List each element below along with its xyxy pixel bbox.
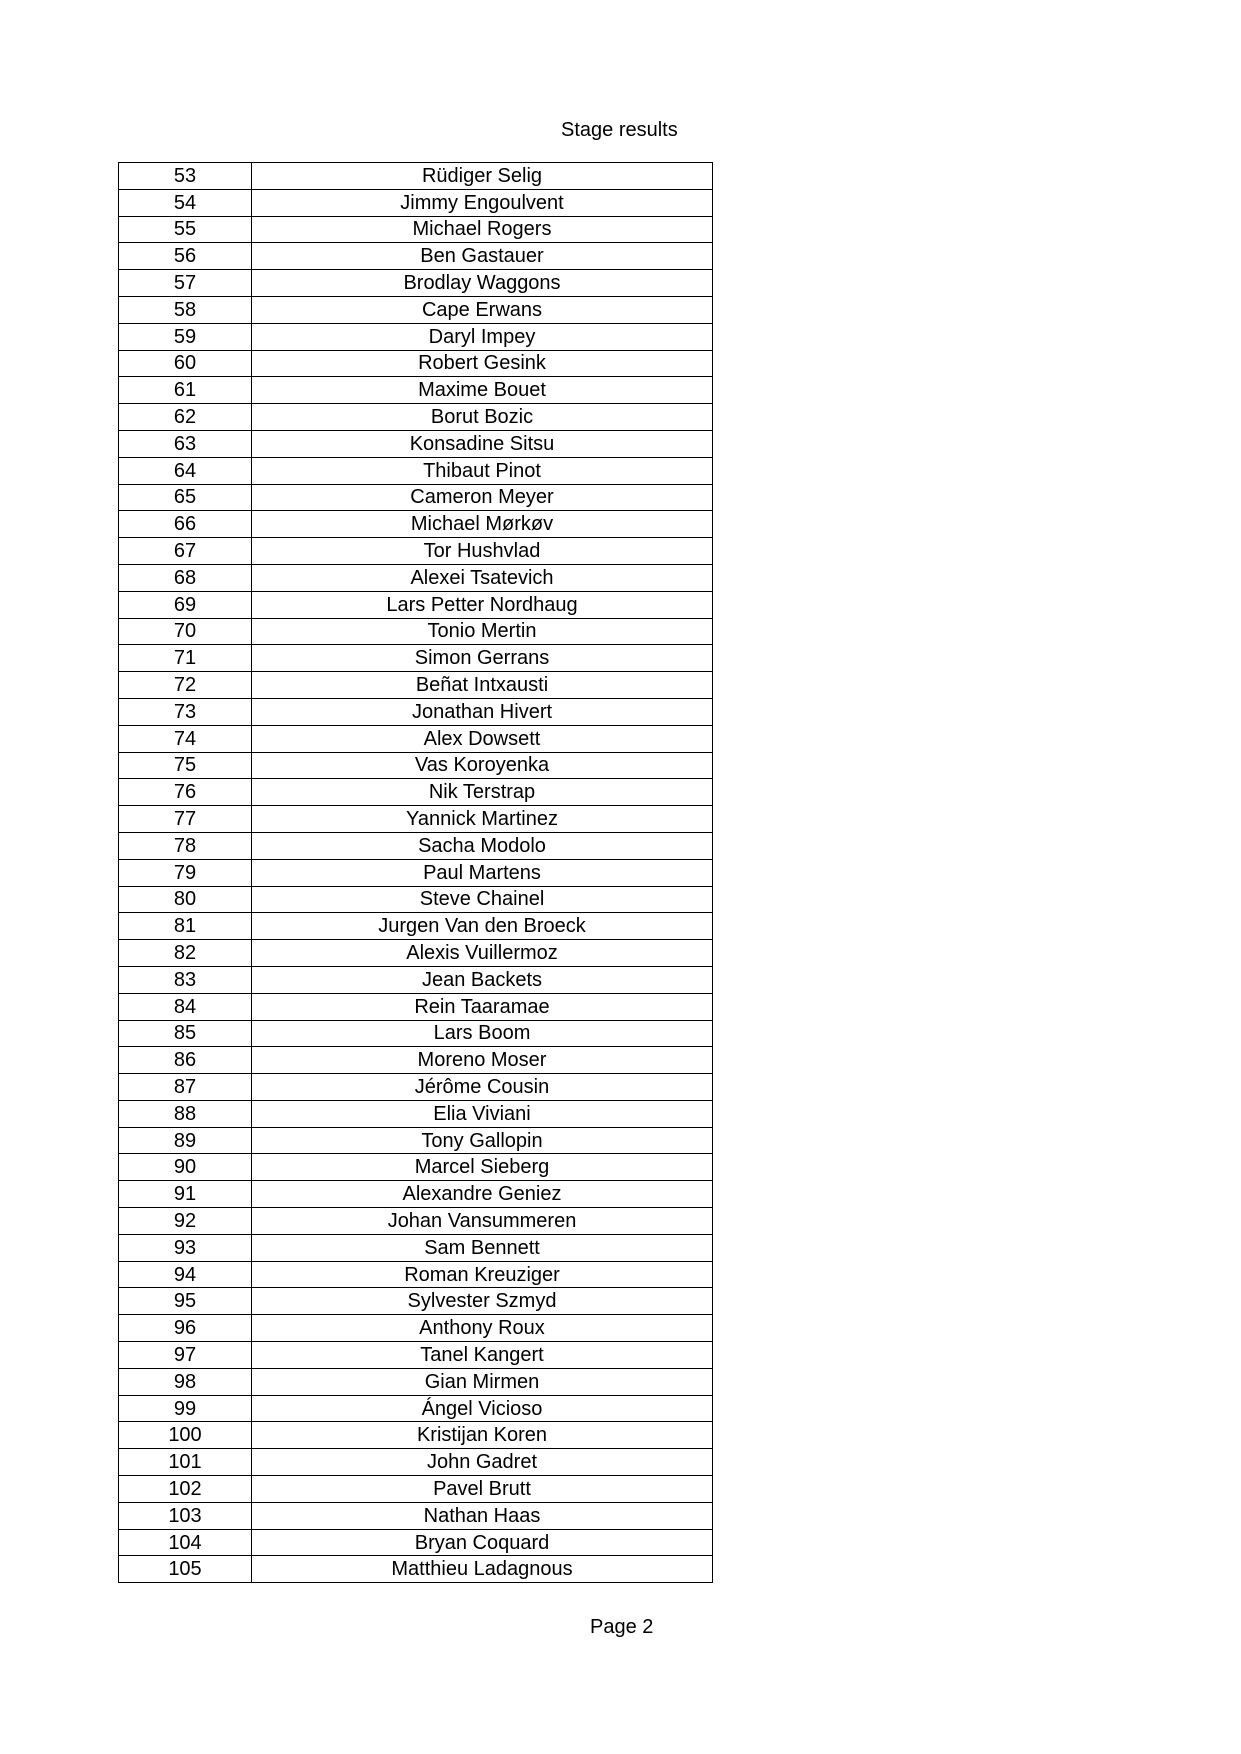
rider-name-cell: John Gadret	[252, 1449, 713, 1476]
rider-name-cell: Kristijan Koren	[252, 1422, 713, 1449]
rider-name-cell: Rüdiger Selig	[252, 163, 713, 190]
rider-name-cell: Elia Viviani	[252, 1100, 713, 1127]
rank-cell: 55	[119, 216, 252, 243]
table-row	[119, 457, 713, 484]
rank-cell: 68	[119, 564, 252, 591]
rank-cell: 101	[119, 1449, 252, 1476]
rank-cell: 85	[119, 1020, 252, 1047]
rider-name-cell: Sam Bennett	[252, 1234, 713, 1261]
rank-cell: 91	[119, 1181, 252, 1208]
rank-cell: 60	[119, 350, 252, 377]
rank-cell: 58	[119, 296, 252, 323]
rider-name-cell: Robert Gesink	[252, 350, 713, 377]
rider-name-cell: Sacha Modolo	[252, 832, 713, 859]
table-row	[119, 1556, 713, 1583]
rank-cell: 90	[119, 1154, 252, 1181]
table-row	[119, 1395, 713, 1422]
rider-name-cell: Brodlay Waggons	[252, 270, 713, 297]
rank-cell: 67	[119, 538, 252, 565]
rank-cell: 105	[119, 1556, 252, 1583]
table-row	[119, 993, 713, 1020]
table-row	[119, 645, 713, 672]
rider-name-cell: Daryl Impey	[252, 323, 713, 350]
table-row	[119, 1154, 713, 1181]
rider-name-cell: Alexis Vuillermoz	[252, 940, 713, 967]
table-row	[119, 538, 713, 565]
rider-name-cell: Michael Mørkøv	[252, 511, 713, 538]
rank-cell: 54	[119, 189, 252, 216]
rider-name-cell: Beñat Intxausti	[252, 672, 713, 699]
table-row	[119, 1047, 713, 1074]
rider-name-cell: Nathan Haas	[252, 1502, 713, 1529]
rider-name-cell: Simon Gerrans	[252, 645, 713, 672]
table-row	[119, 1288, 713, 1315]
table-row	[119, 1529, 713, 1556]
table-row	[119, 404, 713, 431]
table-row	[119, 752, 713, 779]
results-table	[118, 162, 713, 1583]
table-row	[119, 779, 713, 806]
table-row	[119, 698, 713, 725]
rank-cell: 92	[119, 1208, 252, 1235]
rank-cell: 96	[119, 1315, 252, 1342]
rank-cell: 64	[119, 457, 252, 484]
rider-name-cell: Bryan Coquard	[252, 1529, 713, 1556]
rider-name-cell: Vas Koroyenka	[252, 752, 713, 779]
rider-name-cell: Maxime Bouet	[252, 377, 713, 404]
rider-name-cell: Pavel Brutt	[252, 1476, 713, 1503]
rank-cell: 76	[119, 779, 252, 806]
rank-cell: 61	[119, 377, 252, 404]
rank-cell: 65	[119, 484, 252, 511]
table-row	[119, 1100, 713, 1127]
rider-name-cell: Thibaut Pinot	[252, 457, 713, 484]
rank-cell: 63	[119, 430, 252, 457]
rider-name-cell: Tanel Kangert	[252, 1342, 713, 1369]
rider-name-cell: Konsadine Sitsu	[252, 430, 713, 457]
table-row	[119, 1020, 713, 1047]
rider-name-cell: Lars Petter Nordhaug	[252, 591, 713, 618]
table-row	[119, 591, 713, 618]
results-table-body	[119, 163, 713, 1583]
rider-name-cell: Tony Gallopin	[252, 1127, 713, 1154]
table-row	[119, 430, 713, 457]
rank-cell: 100	[119, 1422, 252, 1449]
rider-name-cell: Jurgen Van den Broeck	[252, 913, 713, 940]
rank-cell: 86	[119, 1047, 252, 1074]
table-row	[119, 323, 713, 350]
rank-cell: 53	[119, 163, 252, 190]
rider-name-cell: Jérôme Cousin	[252, 1074, 713, 1101]
rank-cell: 103	[119, 1502, 252, 1529]
rider-name-cell: Johan Vansummeren	[252, 1208, 713, 1235]
rank-cell: 87	[119, 1074, 252, 1101]
rank-cell: 89	[119, 1127, 252, 1154]
table-row	[119, 564, 713, 591]
table-row	[119, 1074, 713, 1101]
rider-name-cell: Lars Boom	[252, 1020, 713, 1047]
table-row	[119, 1449, 713, 1476]
table-row	[119, 189, 713, 216]
rider-name-cell: Yannick Martinez	[252, 806, 713, 833]
rank-cell: 95	[119, 1288, 252, 1315]
rank-cell: 93	[119, 1234, 252, 1261]
rider-name-cell: Jonathan Hivert	[252, 698, 713, 725]
rank-cell: 104	[119, 1529, 252, 1556]
table-row	[119, 859, 713, 886]
rider-name-cell: Matthieu Ladagnous	[252, 1556, 713, 1583]
table-row	[119, 1127, 713, 1154]
rider-name-cell: Cameron Meyer	[252, 484, 713, 511]
rider-name-cell: Paul Martens	[252, 859, 713, 886]
table-row	[119, 163, 713, 190]
table-row	[119, 672, 713, 699]
rank-cell: 81	[119, 913, 252, 940]
rider-name-cell: Nik Terstrap	[252, 779, 713, 806]
page-number: Page 2	[590, 1616, 654, 1638]
table-row	[119, 1422, 713, 1449]
table-row	[119, 243, 713, 270]
rider-name-cell: Gian Mirmen	[252, 1368, 713, 1395]
rider-name-cell: Jimmy Engoulvent	[252, 189, 713, 216]
table-row	[119, 216, 713, 243]
rank-cell: 72	[119, 672, 252, 699]
table-row	[119, 1368, 713, 1395]
rank-cell: 80	[119, 886, 252, 913]
table-row	[119, 1208, 713, 1235]
rider-name-cell: Rein Taaramae	[252, 993, 713, 1020]
rider-name-cell: Ben Gastauer	[252, 243, 713, 270]
table-row	[119, 913, 713, 940]
rank-cell: 69	[119, 591, 252, 618]
table-row	[119, 806, 713, 833]
rank-cell: 99	[119, 1395, 252, 1422]
table-row	[119, 725, 713, 752]
table-row	[119, 886, 713, 913]
rank-cell: 98	[119, 1368, 252, 1395]
rank-cell: 66	[119, 511, 252, 538]
table-row	[119, 1502, 713, 1529]
rider-name-cell: Marcel Sieberg	[252, 1154, 713, 1181]
rider-name-cell: Sylvester Szmyd	[252, 1288, 713, 1315]
rank-cell: 73	[119, 698, 252, 725]
rank-cell: 62	[119, 404, 252, 431]
table-row	[119, 270, 713, 297]
rider-name-cell: Alex Dowsett	[252, 725, 713, 752]
rank-cell: 88	[119, 1100, 252, 1127]
rank-cell: 77	[119, 806, 252, 833]
table-row	[119, 1234, 713, 1261]
table-row	[119, 832, 713, 859]
rider-name-cell: Steve Chainel	[252, 886, 713, 913]
rank-cell: 102	[119, 1476, 252, 1503]
table-row	[119, 1476, 713, 1503]
table-row	[119, 377, 713, 404]
rank-cell: 57	[119, 270, 252, 297]
rider-name-cell: Alexei Tsatevich	[252, 564, 713, 591]
rank-cell: 94	[119, 1261, 252, 1288]
rider-name-cell: Cape Erwans	[252, 296, 713, 323]
rider-name-cell: Roman Kreuziger	[252, 1261, 713, 1288]
rider-name-cell: Alexandre Geniez	[252, 1181, 713, 1208]
table-row	[119, 1261, 713, 1288]
rank-cell: 83	[119, 966, 252, 993]
rider-name-cell: Jean Backets	[252, 966, 713, 993]
rank-cell: 79	[119, 859, 252, 886]
rank-cell: 70	[119, 618, 252, 645]
rider-name-cell: Tor Hushvlad	[252, 538, 713, 565]
rank-cell: 71	[119, 645, 252, 672]
rider-name-cell: Tonio Mertin	[252, 618, 713, 645]
rank-cell: 82	[119, 940, 252, 967]
page-title: Stage results	[561, 119, 678, 141]
rider-name-cell: Michael Rogers	[252, 216, 713, 243]
table-row	[119, 350, 713, 377]
table-row	[119, 484, 713, 511]
table-row	[119, 966, 713, 993]
rider-name-cell: Ángel Vicioso	[252, 1395, 713, 1422]
table-row	[119, 1342, 713, 1369]
rider-name-cell: Anthony Roux	[252, 1315, 713, 1342]
table-row	[119, 1315, 713, 1342]
table-row	[119, 618, 713, 645]
rank-cell: 84	[119, 993, 252, 1020]
rank-cell: 59	[119, 323, 252, 350]
rider-name-cell: Moreno Moser	[252, 1047, 713, 1074]
rank-cell: 56	[119, 243, 252, 270]
table-row	[119, 511, 713, 538]
table-row	[119, 296, 713, 323]
rank-cell: 97	[119, 1342, 252, 1369]
rank-cell: 75	[119, 752, 252, 779]
table-row	[119, 1181, 713, 1208]
rank-cell: 74	[119, 725, 252, 752]
rider-name-cell: Borut Bozic	[252, 404, 713, 431]
rank-cell: 78	[119, 832, 252, 859]
table-row	[119, 940, 713, 967]
